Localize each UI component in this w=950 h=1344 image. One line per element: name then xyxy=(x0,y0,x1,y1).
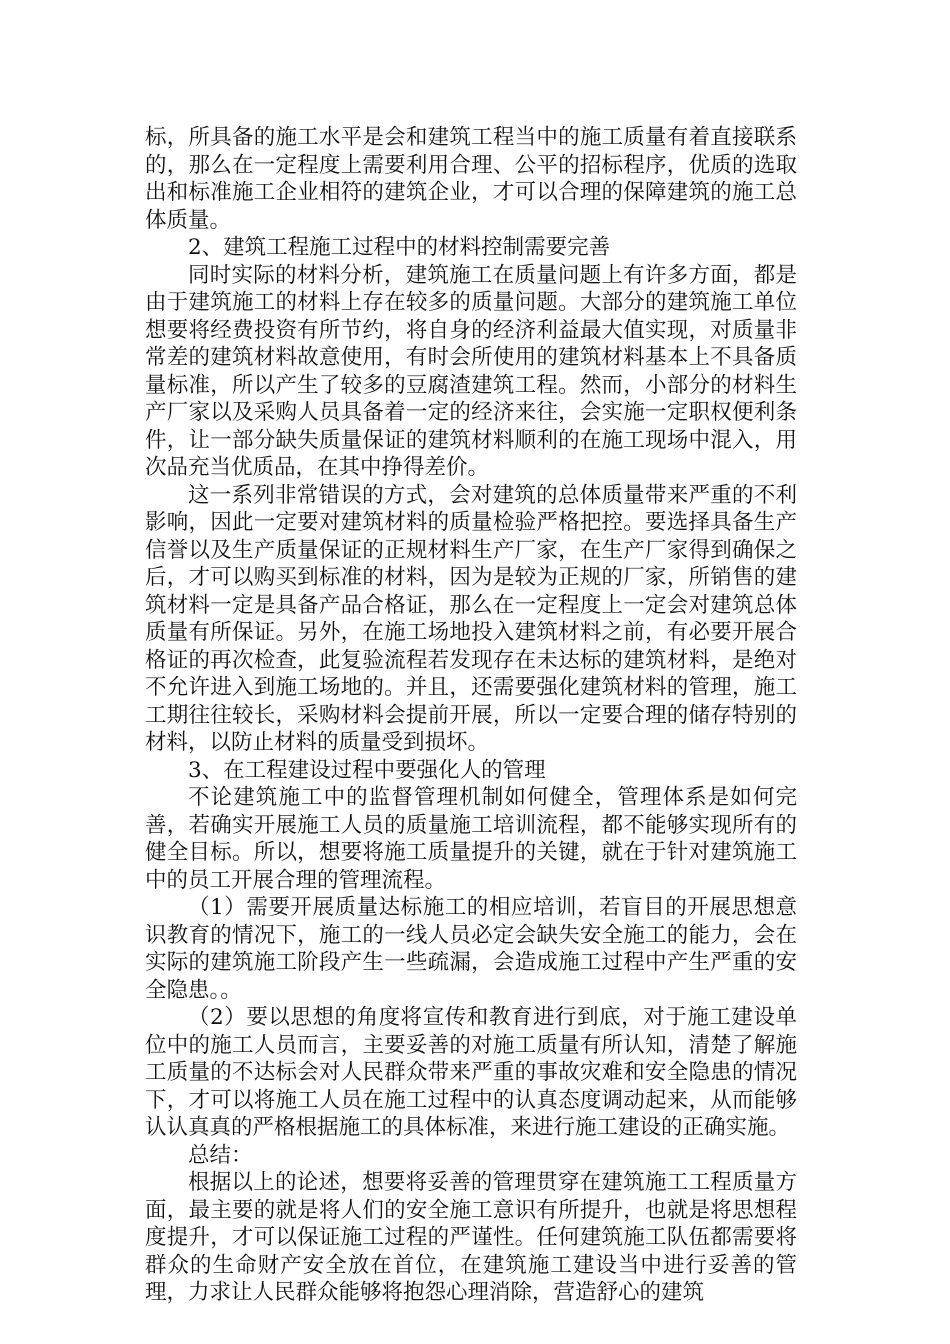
paragraph-summary: 根据以上的论述，想要将妥善的管理贯穿在建筑施工工程质量方面，最主要的就是将人们的安全施工意识有所提升，也就是将思想程度提升，才可以保证施工过程的严谨性。任何建筑施工队伍都需要将群众的生命财产安全放在首位，在建筑施工建设当中进行妥善的管理，力求让人民群众能够将抱怨心理消除，营造舒心的建筑 xyxy=(145,1170,797,1305)
document-page xyxy=(145,124,797,1307)
section-heading-summary: 总结： xyxy=(188,1142,253,1168)
paragraph-continuation: 标，所具备的施工水平是会和建筑工程当中的施工质量有着直接联系的，那么在一定程度上需要利用合理、公平的招标程序，优质的选取出和标准施工企业相符的建筑企业，才可以合理的保障建筑的施工总体质量。 xyxy=(145,125,797,233)
list-item-1: （1）需要开展质量达标施工的相应培训，若盲目的开展思想意识教育的情况下，施工的一线人员必定会缺失安全施工的能力，会在实际的建筑施工阶段产生一些疏漏，会造成施工过程中产生严重的安全隐患。。 xyxy=(145,895,797,1003)
list-item-2: （2）要以思想的角度将宣传和教育进行到底，对于施工建设单位中的施工人员而言，主要妥善的对施工质量有所认知，清楚了解施工质量的不达标会对人民群众带来严重的事故灾难和安全隐患的情况下，才可以将施工人员在施工过程中的认真态度调动起来，从而能够认认真真的严格根据施工的具体标准，来进行施工建设的正确实施。 xyxy=(145,1005,797,1140)
paragraph-material-analysis: 同时实际的材料分析，建筑施工在质量问题上有许多方面，都是由于建筑施工的材料上存在较多的质量问题。大部分的建筑施工单位想要将经费投资有所节约，将自身的经济利益最大值实现，对质量非常差的建筑材料故意使用，有时会所使用的建筑材料基本上不具备质量标准，所以产生了较多的豆腐渣建筑工程。然而，小部分的材料生产厂家以及采购人员具备着一定的经济来往，会实施一定职权便利条件，让一部分缺失质量保证的建筑材料顺利的在施工现场中混入，用次品充当优质品，在其中挣得差价。 xyxy=(145,262,797,480)
paragraph-personnel-management: 不论建筑施工中的监督管理机制如何健全，管理体系是如何完善，若确实开展施工人员的质量施工培训流程，都不能够实现所有的健全目标。所以，想要将施工质量提升的关键，就在于针对建筑施工中的员工开展合理的管理流程。 xyxy=(145,785,797,893)
section-heading-personnel: 3、在工程建设过程中要强化人的管理 xyxy=(188,757,546,783)
section-heading-materials: 2、建筑工程施工过程中的材料控制需要完善 xyxy=(188,235,611,260)
paragraph-material-inspection: 这一系列非常错误的方式，会对建筑的总体质量带来严重的不利影响，因此一定要对建筑材料的质量检验严格把控。要选择具备生产信誉以及生产质量保证的正规材料生产厂家，在生产厂家得到确保之后，才可以购买到标准的材料，因为是较为正规的厂家，所销售的建筑材料一定是具备产品合格证，那么在一定程度上一定会对建筑总体质量有所保证。另外，在施工场地投入建筑材料之前，有必要开展合格证的再次检查，此复验流程若发现存在未达标的建筑材料，是绝对不允许进入到施工场地的。并且，还需要强化建筑材料的管理，施工工期往往较长，采购材料会提前开展，所以一定要合理的储存特别的材料，以防止材料的质量受到损坏。 xyxy=(145,482,797,755)
